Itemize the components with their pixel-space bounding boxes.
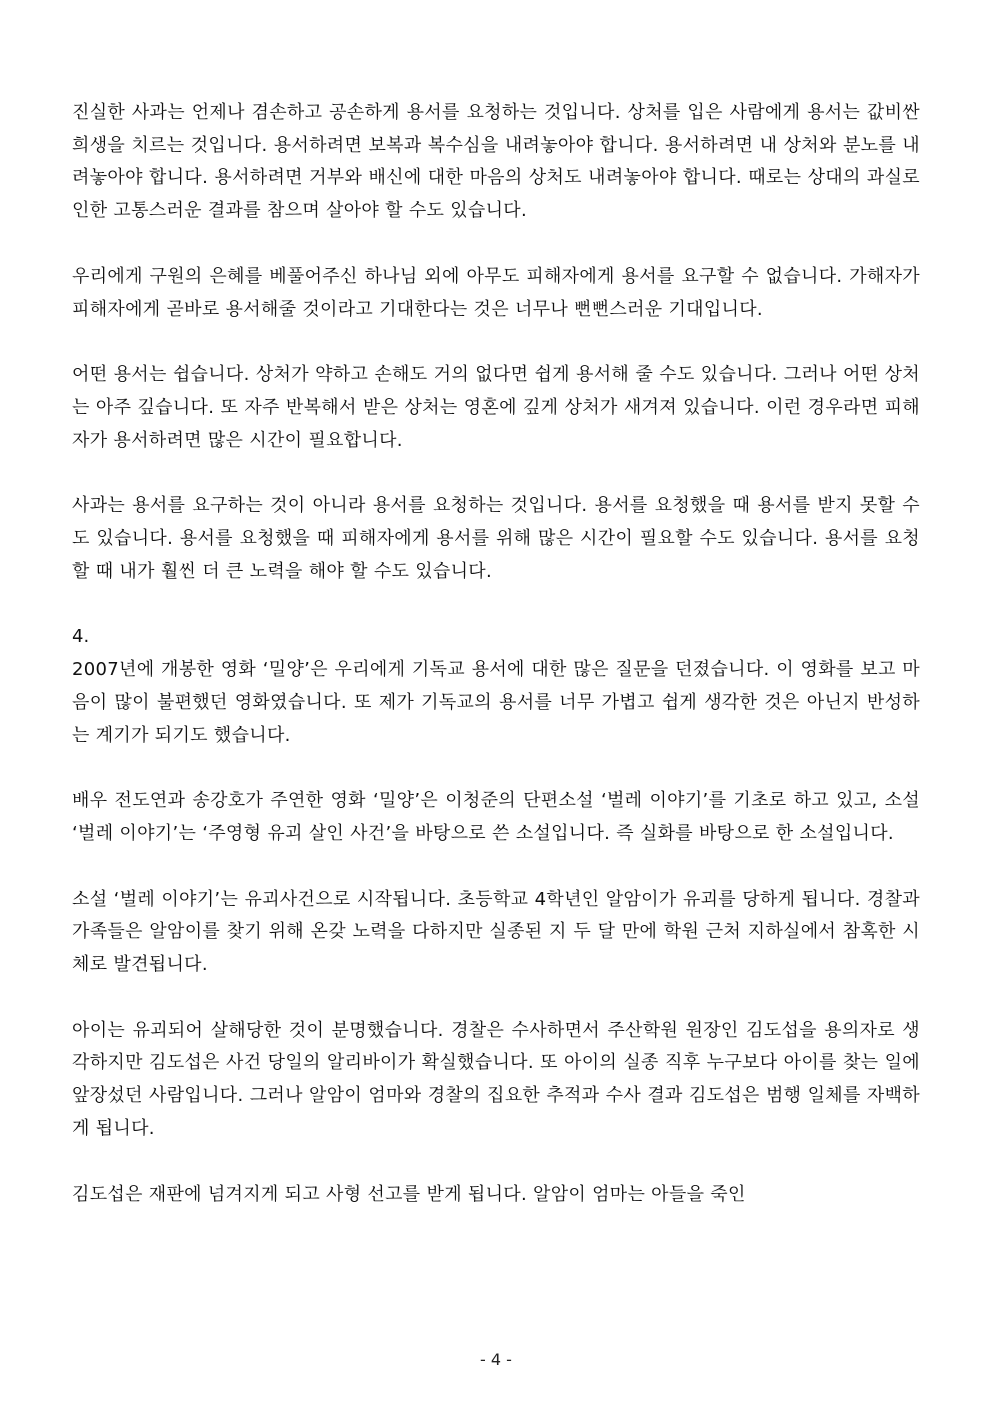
paragraph: 2007년에 개봉한 영화 ‘밀양’은 우리에게 기독교 용서에 대한 많은 질문을 던졌습니다. 이 영화를 보고 마음이 많이 불편했던 영화였습니다. 또 제가 기독교의 용서를 너무 가볍고 쉽게 생각한 것은 아닌지 반성하는 계기가 되기도 했습니다. (72, 659, 920, 746)
paragraph: 김도섭은 재판에 넘겨지게 되고 사형 선고를 받게 됩니다. 알암이 엄마는 아들을 죽인 (72, 1183, 746, 1205)
section-heading: 4. (72, 626, 90, 648)
paragraph: 소설 ‘벌레 이야기’는 유괴사건으로 시작됩니다. 초등학교 4학년인 알암이가 유괴를 당하게 됩니다. 경찰과 가족들은 알암이를 찾기 위해 온갖 노력을 다하지만 실종된 지 두 달 만에 학원 근처 지하실에서 참혹한 시체로 발견됩니다. (72, 888, 920, 976)
paragraph: 진실한 사과는 언제나 겸손하고 공손하게 용서를 요청하는 것입니다. 상처를 입은 사람에게 용서는 값비싼 희생을 치르는 것입니다. 용서하려면 보복과 복수심을 내려놓아야 합니다. 용서하려면 내 상처와 분노를 내려놓아야 합니다. 용서하려면 거부와 배신에 대한 마음의 상처도 내려놓아야 합니다. 때로는 상대의 과실로 인한 고통스러운 결과를 참으며 살아야 할 수도 있습니다. (72, 102, 920, 222)
paragraph: 사과는 용서를 요구하는 것이 아니라 용서를 요청하는 것입니다. 용서를 요청했을 때 용서를 받지 못할 수도 있습니다. 용서를 요청했을 때 피해자에게 용서를 위해 많은 시간이 필요할 수도 있습니다. 용서를 요청할 때 내가 훨씬 더 큰 노력을 해야 할 수도 있습니다. (72, 495, 920, 582)
document-body (72, 97, 920, 1244)
paragraph: 우리에게 구원의 은혜를 베풀어주신 하나님 외에 아무도 피해자에게 용서를 요구할 수 없습니다. 가해자가 피해자에게 곧바로 용서해줄 것이라고 기대한다는 것은 너무나 뻔뻔스러운 기대입니다. (72, 265, 920, 320)
paragraph: 어떤 용서는 쉽습니다. 상처가 약하고 손해도 거의 없다면 쉽게 용서해 줄 수도 있습니다. 그러나 어떤 상처는 아주 깊습니다. 또 자주 반복해서 받은 상처는 영혼에 깊게 상처가 새겨져 있습니다. 이런 경우라면 피해자가 용서하려면 많은 시간이 필요합니다. (72, 364, 920, 451)
page-number: - 4 - (480, 1350, 512, 1369)
paragraph: 아이는 유괴되어 살해당한 것이 분명했습니다. 경찰은 수사하면서 주산학원 원장인 김도섭을 용의자로 생각하지만 김도섭은 사건 당일의 알리바이가 확실했습니다. 또 아이의 실종 직후 누구보다 아이를 찾는 일에 앞장섰던 사람입니다. 그러나 알암이 엄마와 경찰의 집요한 추적과 수사 결과 김도섭은 범행 일체를 자백하게 됩니다. (72, 1019, 920, 1139)
paragraph: 배우 전도연과 송강호가 주연한 영화 ‘밀양’은 이청준의 단편소설 ‘벌레 이야기’를 기초로 하고 있고, 소설 ‘벌레 이야기’는 ‘주영형 유괴 살인 사건’을 바탕으로 쓴 소설입니다. 즉 실화를 바탕으로 한 소설입니다. (72, 790, 920, 844)
